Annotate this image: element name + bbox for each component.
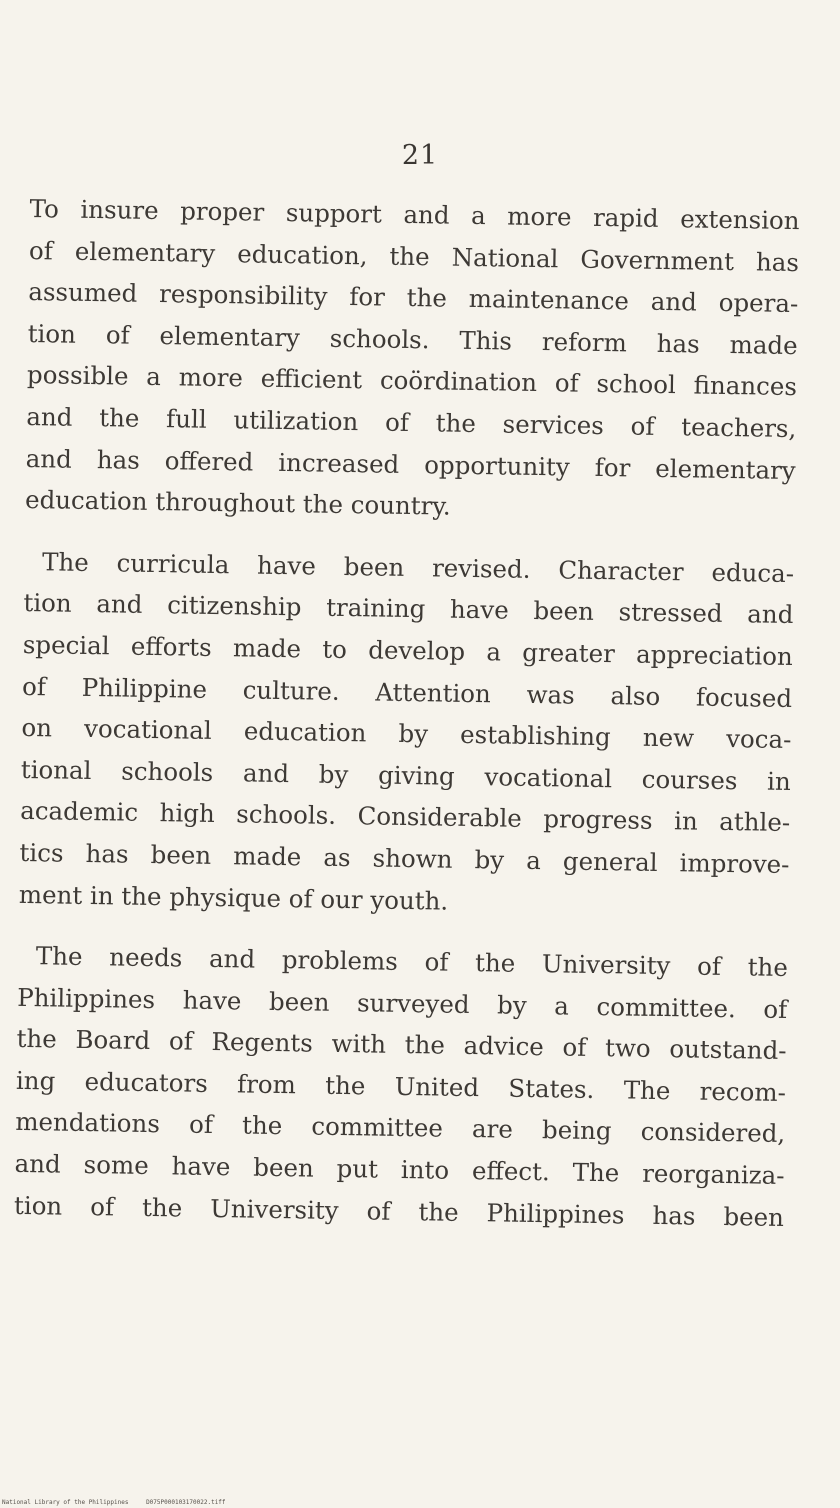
- text-line: tics has been made as shown by a general improve-: [19, 837, 790, 879]
- paragraph-3: [14, 935, 788, 1238]
- text-line: assumed responsibility for the maintenance and opera-: [28, 277, 799, 319]
- text-line: The needs and problems of the University of the: [35, 941, 789, 983]
- text-line: and has offered increased opportunity for elementary: [25, 443, 796, 485]
- scan-footer: [2, 1499, 240, 1506]
- text-line: and the full utilization of the services of teachers,: [26, 401, 797, 444]
- text-line: of Philippine culture. Attention was also focused: [21, 671, 793, 713]
- text-line: mendations of the committee are being considered,: [15, 1107, 786, 1149]
- footer-library: National Library of the Philippines: [2, 1499, 129, 1506]
- text-line: the Board of Regents with the advice of two outstand-: [16, 1024, 787, 1066]
- footer-filename: D075P000103170022.tiff: [146, 1499, 226, 1506]
- text-line: special efforts made to develop a greater appreciation: [22, 629, 793, 671]
- page-number: 21: [401, 140, 439, 171]
- text-line: of elementary education, the National Government has: [28, 235, 800, 277]
- text-line: tion of elementary schools. This reform has made: [27, 318, 798, 360]
- paragraph-2: [19, 541, 795, 927]
- text-line: tion and citizenship training have been stressed and: [23, 588, 794, 630]
- text-line: tional schools and by giving vocational courses in: [20, 754, 792, 796]
- text-line: on vocational education by establishing new voca-: [21, 713, 792, 755]
- text-line: Philippines have been surveyed by a committee. of: [17, 982, 788, 1024]
- body-text: [13, 188, 800, 1258]
- text-line: The curricula have been revised. Character educa-: [41, 546, 795, 588]
- text-line: ing educators from the United States. The recom-: [15, 1065, 787, 1107]
- paragraph-1: [25, 188, 800, 533]
- text-line: ment in the physique of our youth.: [18, 879, 449, 916]
- text-line: and some have been put into effect. The reorganiza-: [14, 1148, 785, 1191]
- text-line: academic high schools. Considerable progress in athle-: [19, 796, 791, 838]
- text-line: possible a more efficient coördination of school finances: [26, 360, 798, 402]
- text-line: To insure proper support and a more rapid extension: [29, 193, 800, 236]
- text-line: education throughout the country.: [24, 485, 451, 521]
- text-line: tion of the University of the Philippines has been: [13, 1190, 785, 1232]
